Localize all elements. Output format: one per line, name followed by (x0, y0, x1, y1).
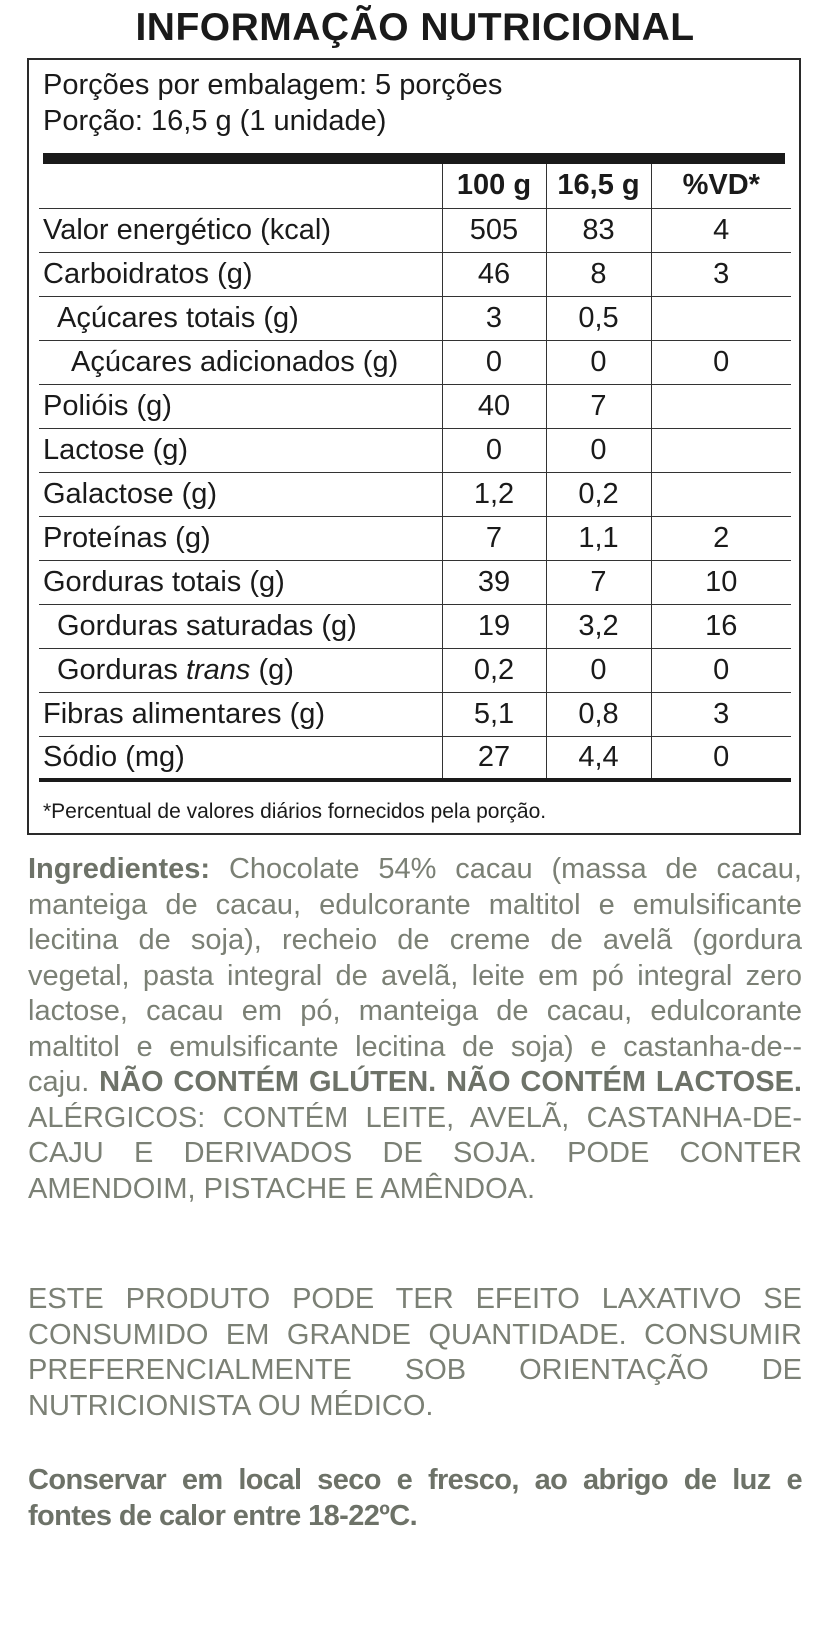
column-header-portion: 16,5 g (546, 164, 651, 208)
nutrition-facts-panel (27, 58, 801, 835)
gluten-lactose-notice: NÃO CONTÉM GLÚTEN. NÃO CONTÉM LACTOSE. (99, 1066, 802, 1098)
value-portion: 1,1 (546, 516, 651, 560)
nutrient-label: Valor energético (kcal) (39, 208, 442, 252)
nutrient-label: Proteínas (g) (39, 516, 442, 560)
ingredients-paragraph (28, 852, 802, 1207)
value-daily (651, 384, 791, 428)
value-100g: 0 (442, 428, 546, 472)
value-100g: 5,1 (442, 692, 546, 736)
thick-divider (43, 153, 785, 164)
value-100g: 3 (442, 296, 546, 340)
value-100g: 40 (442, 384, 546, 428)
value-portion: 0,8 (546, 692, 651, 736)
value-100g: 1,2 (442, 472, 546, 516)
value-daily: 3 (651, 692, 791, 736)
value-100g: 0 (442, 340, 546, 384)
value-100g: 505 (442, 208, 546, 252)
column-header-100g: 100 g (442, 164, 546, 208)
column-header-daily-value: %VD* (651, 164, 791, 208)
label-italic-text: trans (185, 653, 251, 686)
page-title: INFORMAÇÃO NUTRICIONAL (135, 6, 695, 49)
table-row (39, 648, 791, 692)
column-header-nutrient (39, 164, 442, 208)
value-daily: 0 (651, 648, 791, 692)
table-header-row (39, 164, 791, 208)
value-portion: 0,5 (546, 296, 651, 340)
value-daily (651, 428, 791, 472)
nutrient-label: Carboidratos (g) (39, 252, 442, 296)
value-portion: 83 (546, 208, 651, 252)
value-100g: 39 (442, 560, 546, 604)
daily-value-footnote: *Percentual de valores diários fornecidos pela porção. (43, 800, 547, 823)
value-daily: 3 (651, 252, 791, 296)
value-portion: 3,2 (546, 604, 651, 648)
value-daily: 16 (651, 604, 791, 648)
nutrient-label: Fibras alimentares (g) (39, 692, 442, 736)
nutrient-label: Gorduras saturadas (g) (39, 604, 442, 648)
value-portion: 4,4 (546, 736, 651, 780)
allergen-notice: ALÉRGICOS: CONTÉM LEITE, AVELÃ, CASTANHA-DE-CAJU E DERIVADOS DE SOJA. PODE CONTER AMENDOIM, PISTACHE E AMÊNDOA. (28, 1101, 802, 1205)
value-daily: 0 (651, 340, 791, 384)
value-portion: 0 (546, 648, 651, 692)
value-portion: 0 (546, 340, 651, 384)
value-daily (651, 296, 791, 340)
table-row (39, 252, 791, 296)
value-daily: 4 (651, 208, 791, 252)
table-row (39, 516, 791, 560)
value-100g: 7 (442, 516, 546, 560)
nutrient-label (39, 648, 442, 692)
value-daily: 2 (651, 516, 791, 560)
ingredients-heading: Ingredientes: (28, 853, 211, 885)
ingredients-text: Chocolate 54% cacau (massa de cacau, manteiga de cacau, edulcorante maltitol e emulsificante lecitina de soja), recheio de creme de avelã (gordura vegetal, pasta integral de avelã, leite em pó integral zero lactose, cacau em pó, manteiga de cacau, edulcorante maltitol e emulsificante lecitina de soja) e castanha-de--caju. (28, 853, 802, 1098)
label-text: (g) (250, 653, 294, 686)
table-row (39, 736, 791, 780)
table-row (39, 692, 791, 736)
table-row (39, 384, 791, 428)
value-daily: 10 (651, 560, 791, 604)
value-daily (651, 472, 791, 516)
laxative-warning: ESTE PRODUTO PODE TER EFEITO LAXATIVO SE CONSUMIDO EM GRANDE QUANTIDADE. CONSUMIR PREFERENCIALMENTE SOB ORIENTAÇÃO DE NUTRICIONISTA OU MÉDICO. (28, 1283, 802, 1422)
table-row (39, 208, 791, 252)
nutrient-label: Gorduras totais (g) (39, 560, 442, 604)
value-100g: 46 (442, 252, 546, 296)
table-row (39, 560, 791, 604)
portion-size: Porção: 16,5 g (1 unidade) (43, 105, 387, 137)
nutrient-label: Galactose (g) (39, 472, 442, 516)
label-text: Gorduras (57, 653, 186, 686)
value-daily: 0 (651, 736, 791, 780)
servings-per-package: Porções por embalagem: 5 porções (43, 69, 503, 101)
nutrition-table (39, 164, 791, 782)
table-row (39, 296, 791, 340)
value-portion: 8 (546, 252, 651, 296)
nutrient-label: Açúcares adicionados (g) (39, 340, 442, 384)
value-portion: 0,2 (546, 472, 651, 516)
value-100g: 19 (442, 604, 546, 648)
table-row (39, 428, 791, 472)
value-portion: 7 (546, 560, 651, 604)
storage-instructions: Conservar em local seco e fresco, ao abrigo de luz e fontes de calor entre 18-22ºC. (28, 1464, 802, 1532)
value-100g: 0,2 (442, 648, 546, 692)
nutrient-label: Sódio (mg) (39, 736, 442, 780)
table-row (39, 472, 791, 516)
table-row (39, 340, 791, 384)
nutrient-label: Lactose (g) (39, 428, 442, 472)
nutrient-label: Polióis (g) (39, 384, 442, 428)
table-row (39, 604, 791, 648)
value-100g: 27 (442, 736, 546, 780)
nutrient-label: Açúcares totais (g) (39, 296, 442, 340)
value-portion: 0 (546, 428, 651, 472)
value-portion: 7 (546, 384, 651, 428)
